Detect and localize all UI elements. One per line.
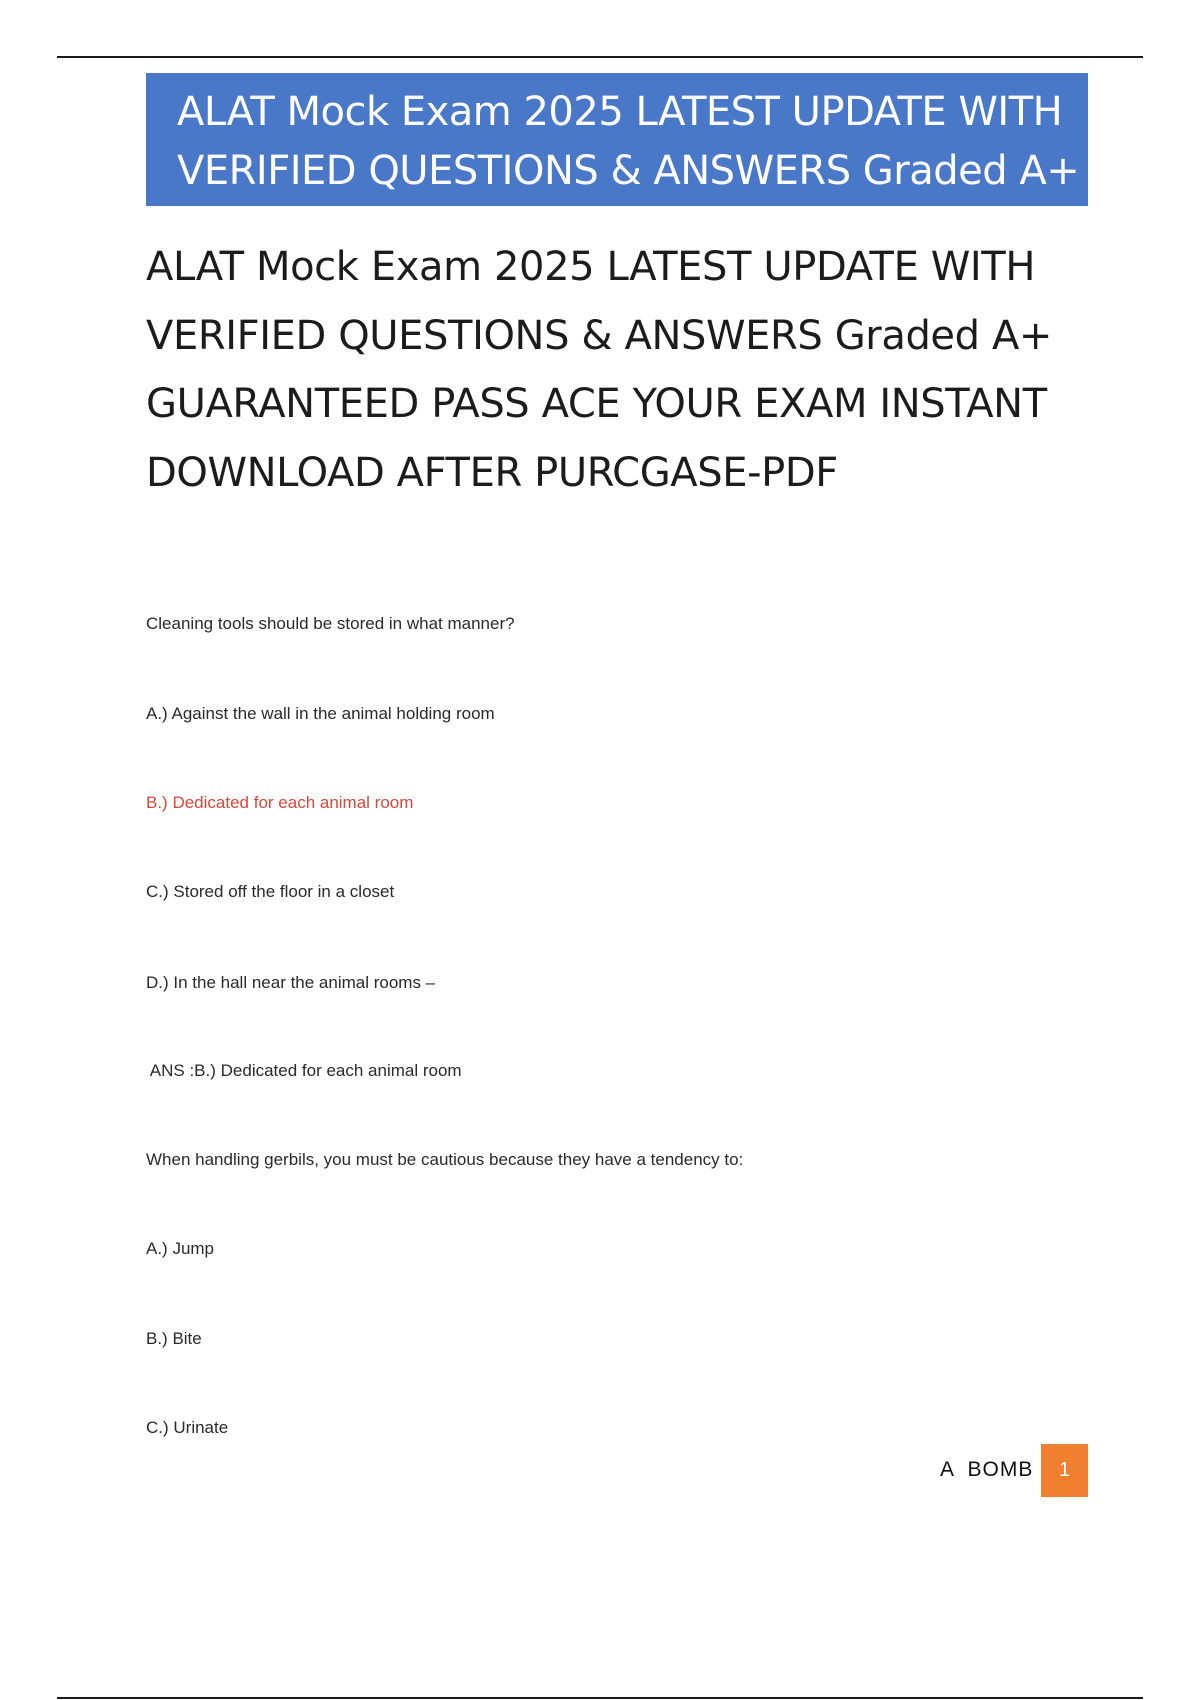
q1-answer: ANS :B.) Dedicated for each animal room bbox=[146, 1061, 462, 1080]
banner-line-2: VERIFIED QUESTIONS & ANSWERS Graded A+ bbox=[177, 148, 1080, 194]
title-line-3: GUARANTEED PASS ACE YOUR EXAM INSTANT bbox=[146, 381, 1047, 427]
q1-option-a: A.) Against the wall in the animal holding room bbox=[146, 704, 495, 723]
document-title bbox=[146, 233, 1106, 507]
q1-option-c: C.) Stored off the floor in a closet bbox=[146, 882, 395, 901]
top-rule bbox=[57, 56, 1143, 58]
title-line-2: VERIFIED QUESTIONS & ANSWERS Graded A+ bbox=[146, 312, 1053, 359]
q1-option-b-highlighted: B.) Dedicated for each animal room bbox=[146, 793, 414, 812]
title-line-1: ALAT Mock Exam 2025 LATEST UPDATE WITH bbox=[146, 244, 1036, 290]
page-number-badge: 1 bbox=[1041, 1444, 1088, 1497]
q2-option-a: A.) Jump bbox=[146, 1239, 215, 1258]
title-line-4: DOWNLOAD AFTER PURCGASE-PDF bbox=[146, 449, 838, 496]
q2-option-b: B.) Bite bbox=[146, 1329, 202, 1348]
bottom-rule bbox=[57, 1697, 1143, 1699]
q2-option-c: C.) Urinate bbox=[146, 1418, 229, 1437]
question-1: Cleaning tools should be stored in what manner? bbox=[146, 614, 515, 633]
q1-option-d: D.) In the hall near the animal rooms – bbox=[146, 973, 436, 992]
banner-line-1: ALAT Mock Exam 2025 LATEST UPDATE WITH bbox=[177, 89, 1063, 135]
footer-label: A BOMB bbox=[940, 1458, 1034, 1481]
question-2: When handling gerbils, you must be cautious because they have a tendency to: bbox=[146, 1150, 744, 1169]
header-banner bbox=[146, 73, 1088, 206]
